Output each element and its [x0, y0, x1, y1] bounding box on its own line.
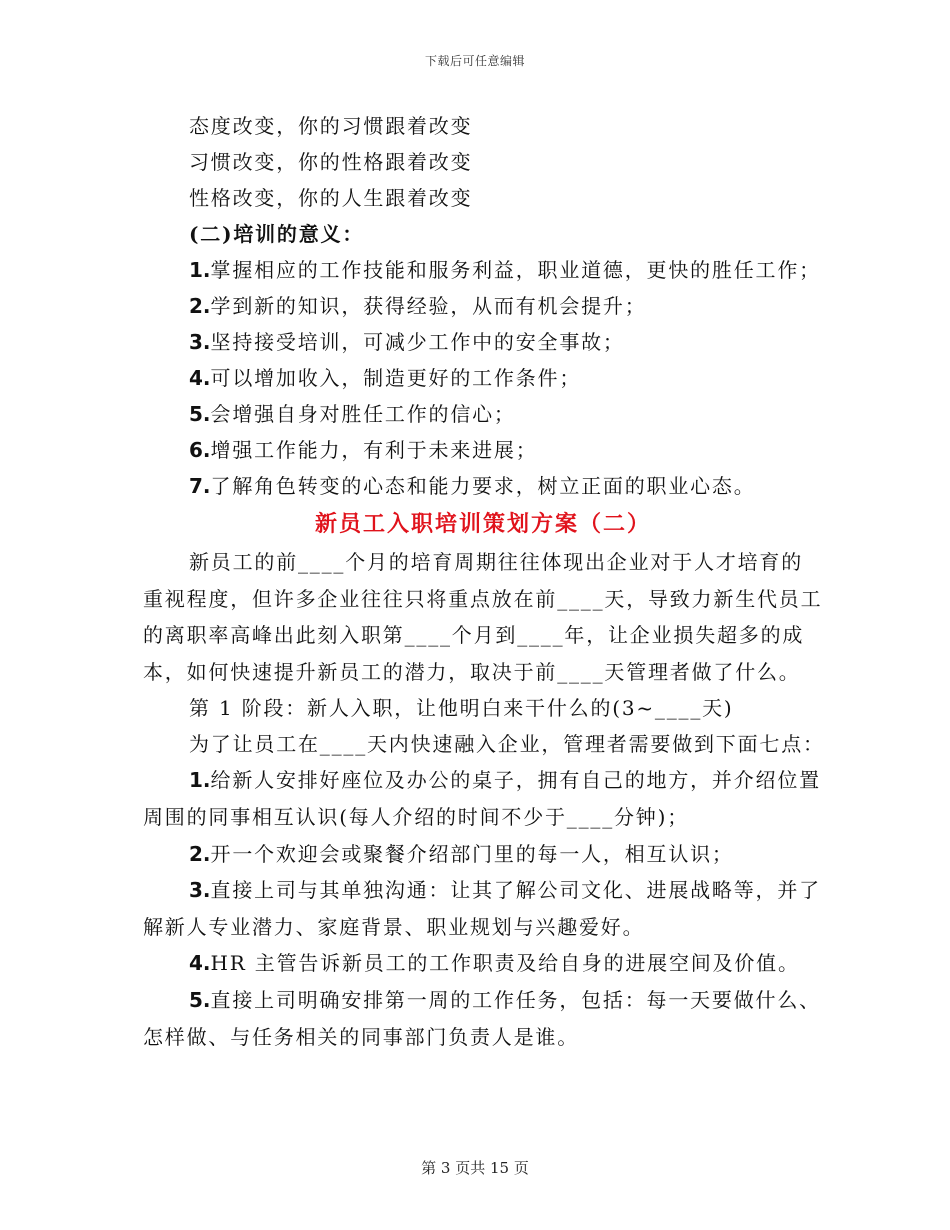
list-number: 6.	[189, 438, 211, 462]
page-footer: 第 3 页共 15 页	[421, 1159, 529, 1177]
list-item	[143, 836, 823, 873]
list-item	[143, 762, 823, 835]
list-number: 5.	[189, 987, 211, 1012]
section-heading: (二)培训的意义：	[189, 222, 365, 246]
list-text: 了解角色转变的心态和能力要求，树立正面的职业心态。	[210, 474, 756, 498]
list-text: 学到新的知识，获得经验，从而有机会提升；	[210, 294, 647, 318]
list-item	[143, 468, 823, 504]
list-number: 2.	[189, 841, 211, 866]
list-text: HR 主管告诉新员工的工作职责及给自身的进展空间及价值。	[210, 951, 800, 976]
list-number: 3.	[189, 878, 211, 903]
list-item	[143, 252, 823, 288]
plan-title: 新员工入职培训策划方案（二）	[314, 511, 651, 537]
list-text: 给新人安排好座位及办公的桌子，拥有自己的地方，并介绍位置周围的同事相互认识(每人介绍的时间不少于____分钟)；	[143, 768, 821, 829]
list-item	[143, 872, 823, 945]
text-line: 习惯改变，你的性格跟着改变	[189, 150, 473, 174]
list-text: 可以增加收入，制造更好的工作条件；	[210, 366, 582, 390]
list-number: 1.	[189, 258, 211, 282]
list-item	[143, 432, 823, 468]
list-text: 掌握相应的工作技能和服务利益，职业道德，更快的胜任工作；	[210, 258, 821, 282]
document-body	[143, 108, 823, 1055]
text-line: 性格改变，你的人生跟着改变	[189, 186, 473, 210]
stage-lead: 为了让员工在____天内快速融入企业，管理者需要做到下面七点：	[189, 732, 825, 757]
stage-heading: 第 1 阶段：新人入职，让他明白来干什么的(3~____天)	[189, 696, 734, 721]
list-item	[143, 360, 823, 396]
page-header: 下载后可任意编辑	[424, 54, 525, 68]
intro-paragraph: 新员工的前____个月的培育周期往往体现出企业对于人才培育的重视程度，但许多企业往往只将重点放在前____天，导致力新生代员工的离职率高峰出此刻入职第____个月到____年，让企业损失超多的成本，如何快速提升新员工的潜力，取决于前____天管理者做了什么。	[143, 550, 823, 684]
list-item	[143, 982, 823, 1055]
list-text: 直接上司与其单独沟通：让其了解公司文化、进展战略等，并了解新人专业潜力、家庭背景、职业规划与兴趣爱好。	[143, 878, 821, 939]
list-number: 1.	[189, 768, 211, 793]
list-text: 开一个欢迎会或聚餐介绍部门里的每一人，相互认识；	[210, 841, 734, 866]
list-number: 4.	[189, 951, 211, 976]
list-item	[143, 288, 823, 324]
list-text: 直接上司明确安排第一周的工作任务，包括：每一天要做什么、怎样做、与任务相关的同事部门负责人是谁。	[143, 987, 821, 1049]
list-item	[143, 945, 823, 982]
list-number: 3.	[189, 330, 211, 354]
list-text: 坚持接受培训，可减少工作中的安全事故；	[210, 330, 625, 354]
list-number: 5.	[189, 402, 211, 426]
list-number: 2.	[189, 294, 211, 318]
list-item	[143, 324, 823, 360]
list-text: 增强工作能力，有利于未来进展；	[210, 438, 538, 462]
text-line: 态度改变，你的习惯跟着改变	[189, 114, 473, 138]
list-text: 会增强自身对胜任工作的信心；	[210, 402, 516, 426]
list-number: 4.	[189, 366, 211, 390]
list-number: 7.	[189, 474, 211, 498]
list-item	[143, 396, 823, 432]
